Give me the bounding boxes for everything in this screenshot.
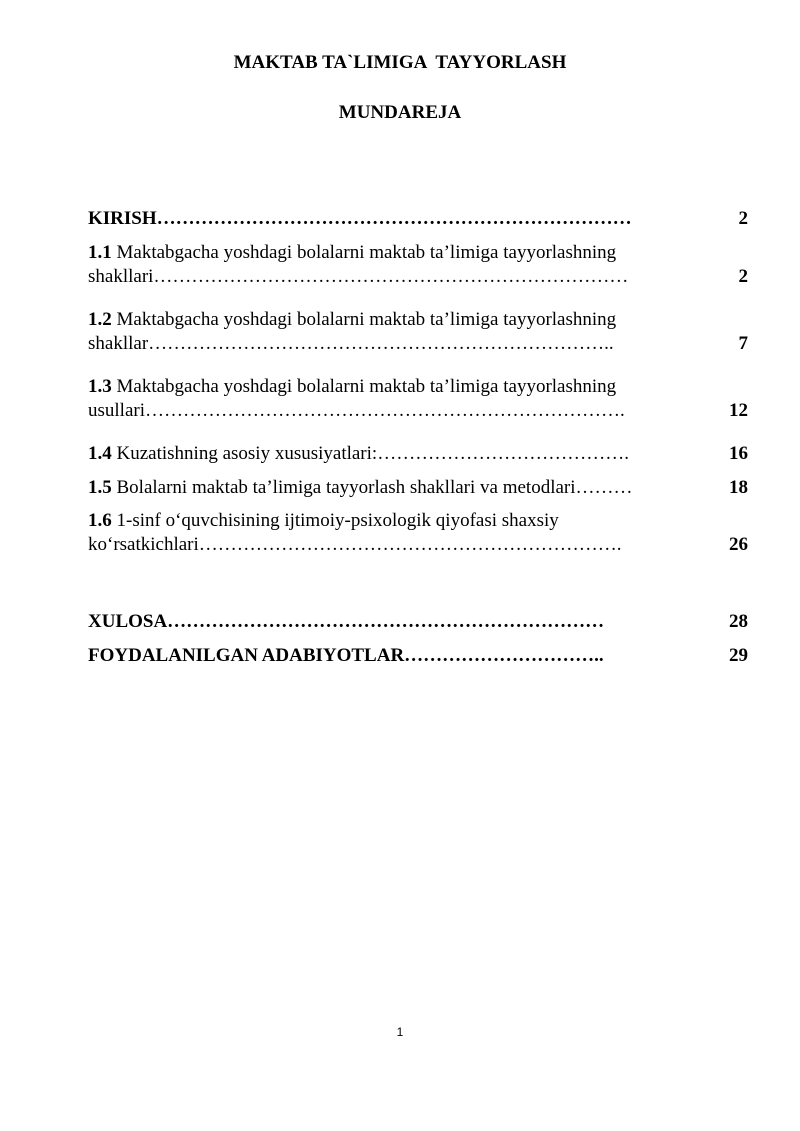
toc-page-number: 26	[729, 534, 748, 555]
toc-entry-number: 1.6	[88, 510, 112, 531]
toc-entry-title: Maktabgacha yoshdagi bolalarni maktab ta’limiga tayyorlashning	[111, 242, 617, 263]
toc-page-number: 29	[729, 645, 748, 666]
toc-entry-number: 1.4	[88, 443, 112, 464]
toc-page-number: 16	[729, 443, 748, 464]
toc-entry-1-1[interactable]	[88, 241, 748, 289]
toc-entry-title: KIRISH…………………………………………………………………	[88, 208, 632, 229]
toc-page-number: 7	[738, 333, 748, 354]
toc-page-number: 2	[738, 266, 748, 287]
toc-page-number: 18	[729, 477, 748, 498]
page-title: MAKTAB TA`LIMIGA TAYYORLASH	[233, 52, 567, 73]
toc-entry-kirish[interactable]	[88, 207, 748, 231]
toc-entry-title: FOYDALANILGAN ADABIYOTLAR…………………………..	[88, 645, 604, 666]
footer-page-number: 1	[396, 1025, 404, 1039]
toc-entry-title-line2: shakllari…………………………………………………………………	[88, 266, 629, 287]
toc-entry-title-line1	[88, 375, 700, 399]
toc-entry-title: Bolalarni maktab ta’limiga tayyorlash shakllari va metodlari………	[111, 477, 633, 498]
toc-entry-number: 1.3	[88, 376, 112, 397]
toc-entry-title-line2: ko‘rsatkichlari………………………………………………………….	[88, 534, 622, 555]
toc-entry-1-2[interactable]	[88, 308, 748, 356]
toc-entry-title: XULOSA……………………………………………………………	[88, 611, 605, 632]
toc-entry-title-line1	[88, 476, 700, 500]
toc-entry-number: 1.2	[88, 309, 112, 330]
toc-entry-1-4[interactable]	[88, 442, 748, 466]
toc-entry-title: Maktabgacha yoshdagi bolalarni maktab ta’limiga tayyorlashning	[111, 309, 617, 330]
toc-entry-1-6[interactable]	[88, 509, 748, 557]
toc-entry-number: 1.1	[88, 242, 112, 263]
toc-entry-1-3[interactable]	[88, 375, 748, 423]
toc-page-number: 2	[738, 208, 748, 229]
toc-entry-adabiyotlar[interactable]	[88, 644, 748, 668]
toc-entry-title-line2: usullari………………………………………………………………….	[88, 400, 625, 421]
page-subtitle: MUNDAREJA	[338, 102, 462, 123]
toc-page-number: 12	[729, 400, 748, 421]
toc-entry-title: Kuzatishning asosiy xususiyatlari:………………………………….	[111, 443, 629, 464]
toc-entry-title: 1-sinf o‘quvchisining ijtimoiy-psixologik qiyofasi shaxsiy	[111, 510, 559, 531]
toc-entry-title-line1	[88, 241, 700, 265]
toc-entry-number: 1.5	[88, 477, 112, 498]
toc-page-number: 28	[729, 611, 748, 632]
toc-entry-title-line1	[88, 509, 700, 533]
toc-entry-title-line1	[88, 308, 700, 332]
toc-entry-title-line2: shakllar………………………………………………………………..	[88, 333, 614, 354]
toc-entry-title-line1	[88, 442, 700, 466]
toc-entry-xulosa[interactable]	[88, 610, 748, 634]
toc-entry-1-5[interactable]	[88, 476, 748, 500]
toc-entry-title: Maktabgacha yoshdagi bolalarni maktab ta’limiga tayyorlashning	[111, 376, 617, 397]
